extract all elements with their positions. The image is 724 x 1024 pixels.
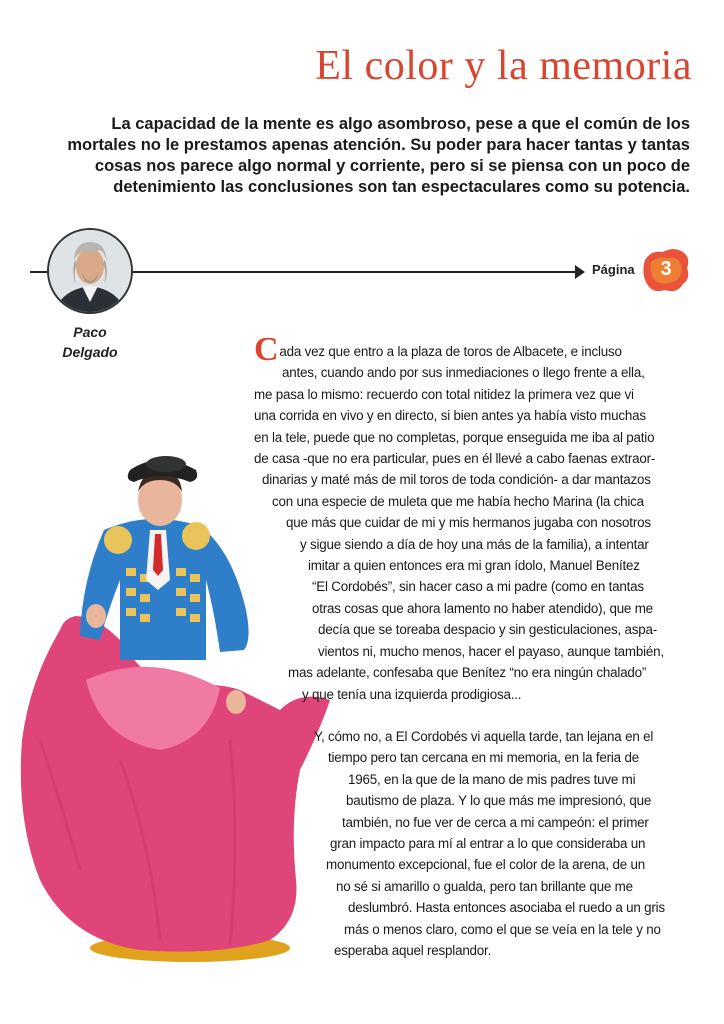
body-line: que más que cuidar de mi y mis hermanos jugaba con nosotros [286,515,651,531]
body-line: gran impacto para mí al entrar a lo que consideraba un [330,835,646,851]
body-line: con una especie de muleta que me había hecho Marina (la chica [272,493,644,509]
body-line: ada vez que entro a la plaza de toros de Albacete, e incluso [279,344,622,359]
body-line: de casa -que no era particular, pues en él llevé a cabo faenas extraor- [254,451,656,467]
page-label: Página [592,262,635,277]
body-line: otras cosas que ahora lamento no haber atendido), que me [312,600,653,616]
page-number: 3 [660,258,672,280]
body-line: esperaba aquel resplandor. [334,942,492,958]
body-line: y sigue siendo a día de hoy una más de la familia), a intentar [300,536,649,552]
lead-line: detenimiento las conclusiones son tan espectaculares como su potencia. [113,178,690,196]
body-line: 1965, en la que de la mano de mis padres tuve mi [348,771,636,787]
body-line: en la tele, puede que no completas, porque enseguida me iba al patio [254,429,655,445]
author-first-name: Paco [73,324,107,340]
author-name [48,322,132,362]
body-line: decía que se toreaba despacio y sin gesticulaciones, aspa- [318,622,658,638]
body-line: imitar a quien entonces era mi gran ídolo, Manuel Benítez [308,558,640,574]
lead-line: La capacidad de la mente es algo asombroso, pese a que el común de los [111,115,690,133]
body-line: vientos ni, mucho menos, hacer el payaso, aunque también, [318,643,664,659]
body-line: antes, cuando ando por sus inmediaciones o llego frente a ella, [282,365,645,381]
body-line: deslumbró. Hasta entonces asociaba el ruedo a un gris [348,900,665,916]
lead-line: mortales no le prestamos apenas atención. Su poder para hacer tantas y tantas [67,136,690,154]
body-line: también, no fue ver de cerca a mi campeón: el primer [342,814,649,830]
body-line: “El Cordobés”, sin hacer caso a mi padre (como en tantas [312,579,644,595]
body-line: más o menos claro, como el que se veía en la tele y no [344,921,661,937]
body-line: dinarias y maté más de mil toros de toda condición- a dar mantazos [262,472,651,488]
body-line: mas adelante, confesaba que Benítez “no era ningún chalado” [288,665,647,681]
drop-cap: C [254,331,279,368]
body-line: y que tenía una izquierda prodigiosa... [302,686,522,702]
lead-line: cosas nos parece algo normal y corriente, pero si se piensa con un poco de [94,157,690,175]
body-line: monumento excepcional, fue el color de la arena, de un [326,857,645,873]
body-line: bautismo de plaza. Y lo que más me impresionó, que [346,793,652,809]
article-title: El color y la memoria [315,43,692,89]
article-body [250,331,702,961]
author-last-name: Delgado [62,344,118,360]
body-line: no sé si amarillo o gualda, pero tan brillante que me [336,878,633,894]
body-line: tiempo pero tan cercana en mi memoria, en la feria de [328,750,639,766]
body-line: Y, cómo no, a El Cordobés vi aquella tarde, tan lejana en el [314,728,654,744]
author-avatar [47,228,133,314]
arrow-icon [575,265,585,279]
body-line: una corrida en vivo y en directo, si bien antes ya había visto muchas [254,408,646,424]
lead-paragraph [40,114,690,198]
body-line: me pasa lo mismo: recuerdo con total nitidez la primera vez que vi [254,386,634,402]
body-line-first [254,331,702,368]
